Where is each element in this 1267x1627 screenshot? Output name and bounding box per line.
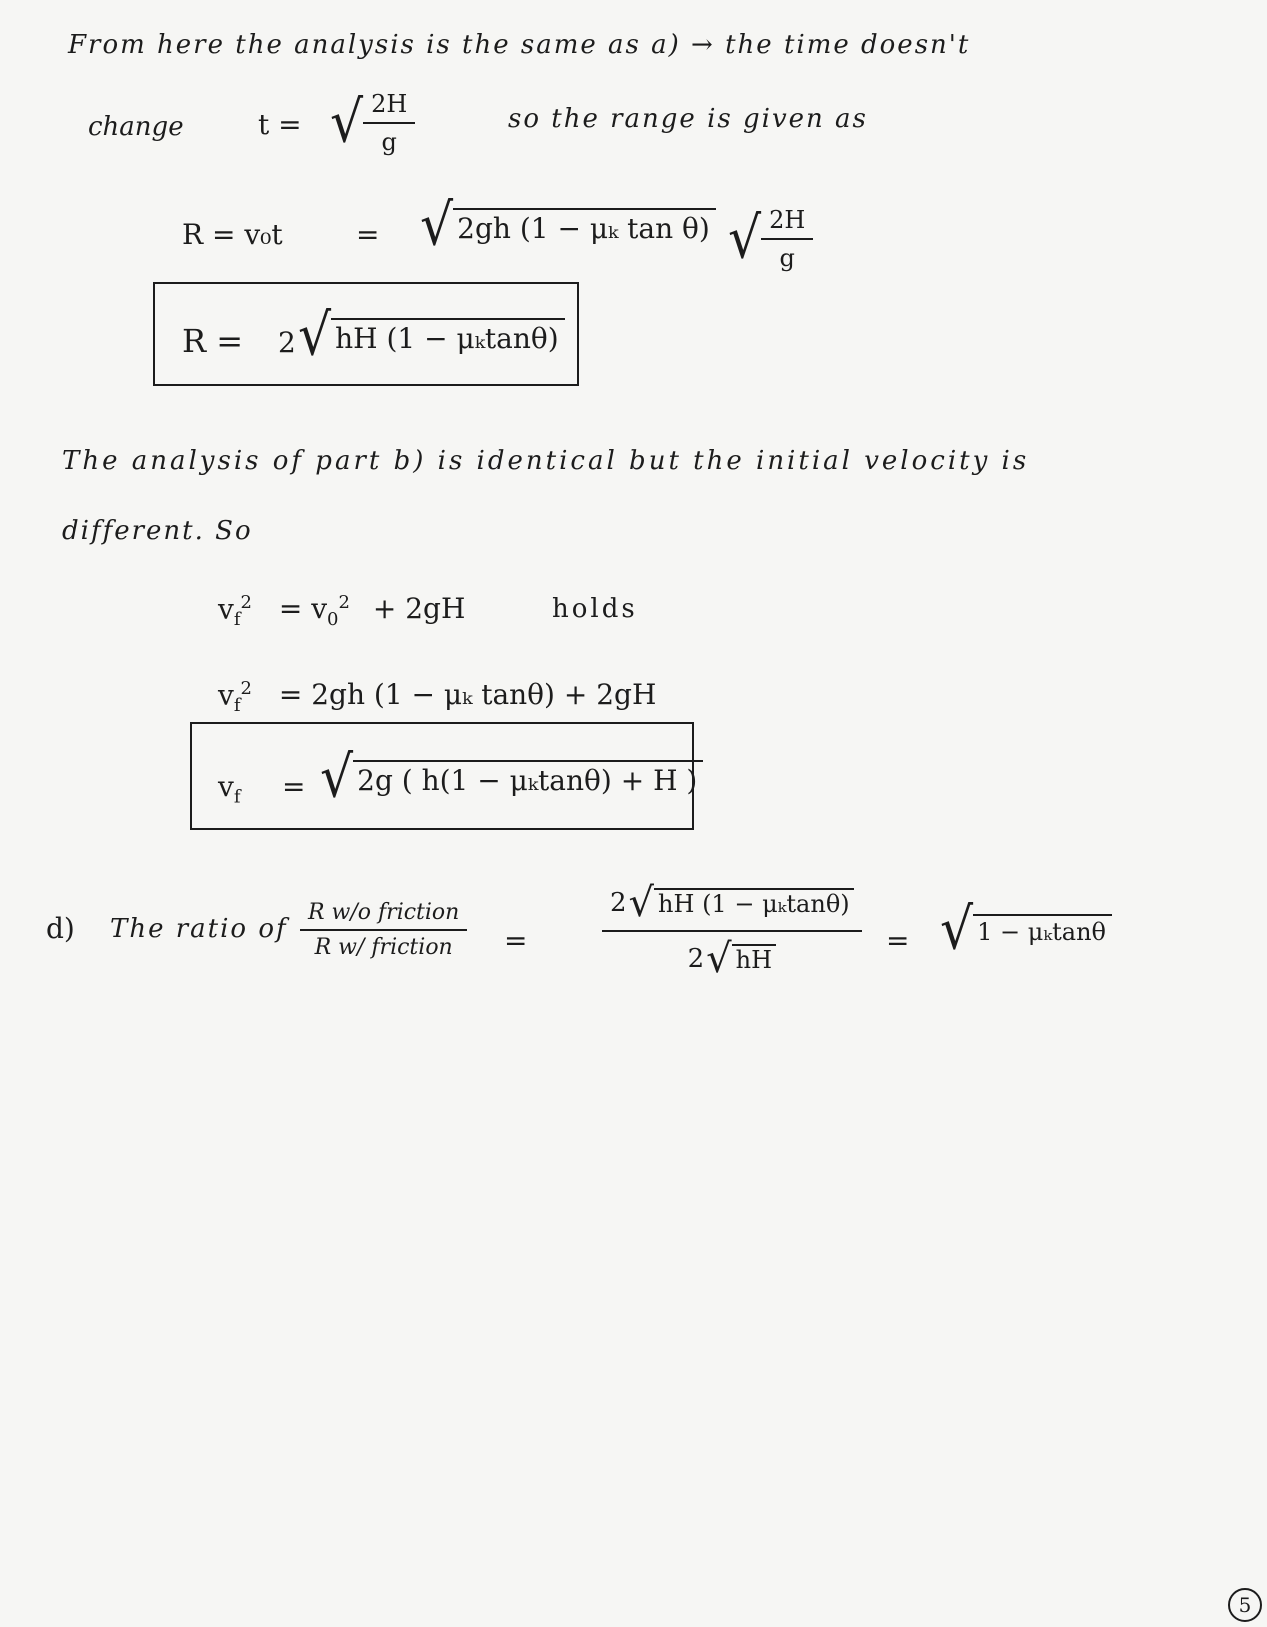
range-result-lhs: R = xyxy=(182,322,244,360)
range-result-coef: 2 xyxy=(278,326,296,359)
vf-subscript: f xyxy=(233,786,241,808)
text-line-3: The analysis of part b) is identical but the initial velocity is xyxy=(62,446,1030,476)
sqrt-icon: √ xyxy=(628,880,655,926)
t-denominator: g xyxy=(381,128,397,156)
range-radicand-1: 2gh (1 − μₖ tan θ) xyxy=(453,208,716,245)
vf-eq1-rhs: + 2gH xyxy=(372,592,466,626)
vf-superscript: 2 xyxy=(240,678,252,699)
t-lhs: t = xyxy=(258,108,302,141)
vf-result-radical xyxy=(320,745,703,811)
part-d-text: The ratio of xyxy=(110,914,288,944)
page-number: 5 xyxy=(1228,1588,1262,1622)
ratio-num-radicand: hH (1 − μₖtanθ) xyxy=(654,888,854,918)
part-d-label: d) xyxy=(46,912,75,945)
vf-superscript: 2 xyxy=(240,592,252,613)
ratio-fraction xyxy=(300,900,467,960)
v0-symbol: = v xyxy=(278,592,328,626)
sqrt-icon: √ xyxy=(330,90,364,156)
ratio-value-numerator xyxy=(602,880,862,932)
ratio-denominator: R w/ friction xyxy=(314,935,453,960)
range-fraction xyxy=(761,206,813,272)
vf-result-equals: = xyxy=(282,770,306,803)
sqrt-icon: √ xyxy=(706,936,732,982)
t-fraction xyxy=(363,90,415,156)
range-result-radical xyxy=(298,303,565,369)
vf-eq2 xyxy=(218,678,656,716)
vf-subscript: f xyxy=(233,694,241,716)
text-change: change xyxy=(88,112,184,142)
vf-symbol: v xyxy=(218,770,234,803)
vf-eq2-rhs: = 2gh (1 − μₖ tanθ) + 2gH xyxy=(278,678,657,712)
ratio-equals-1: = xyxy=(504,924,528,957)
text-holds: holds xyxy=(552,594,638,624)
text-range-given: so the range is given as xyxy=(508,104,868,134)
vf-subscript: f xyxy=(233,608,241,630)
ratio-numerator: R w/o friction xyxy=(300,900,467,931)
sqrt-icon: √ xyxy=(298,303,332,369)
vf-symbol: v xyxy=(218,678,234,712)
sqrt-icon: √ xyxy=(320,745,354,811)
range-result-radicand: hH (1 − μₖtanθ) xyxy=(331,318,565,355)
range-equals: = xyxy=(356,218,380,251)
ratio-num-coef: 2 xyxy=(610,888,627,918)
ratio-result-radical xyxy=(940,897,1112,963)
vf-result-radicand: 2g ( h(1 − μₖtanθ) + H ) xyxy=(353,760,703,797)
sqrt-icon: √ xyxy=(420,193,454,259)
ratio-den-radicand: hH xyxy=(732,944,776,974)
v0-subscript: 0 xyxy=(327,608,339,630)
ratio-value-fraction xyxy=(602,880,862,982)
range-radical-2 xyxy=(728,206,813,272)
ratio-result-radicand: 1 − μₖtanθ xyxy=(973,914,1112,946)
t-radical xyxy=(330,90,415,156)
range-frac-denominator: g xyxy=(779,244,795,272)
ratio-value-denominator xyxy=(688,932,776,982)
ratio-den-coef: 2 xyxy=(687,944,705,974)
range-frac-numerator: 2H xyxy=(761,206,813,240)
text-line-4: different. So xyxy=(62,516,253,546)
range-lhs: R = v₀t xyxy=(182,218,283,251)
sqrt-icon: √ xyxy=(728,206,762,272)
vf-result-lhs xyxy=(218,770,241,808)
vf-symbol: v xyxy=(218,592,234,626)
text-line-1: From here the analysis is the same as a) → the time doesn't xyxy=(68,30,971,60)
t-numerator: 2H xyxy=(363,90,415,124)
vf-eq1 xyxy=(218,592,465,630)
v0-superscript: 2 xyxy=(338,592,350,613)
sqrt-icon: √ xyxy=(940,897,974,963)
range-radical-1 xyxy=(420,193,716,259)
ratio-equals-2: = xyxy=(886,924,910,957)
